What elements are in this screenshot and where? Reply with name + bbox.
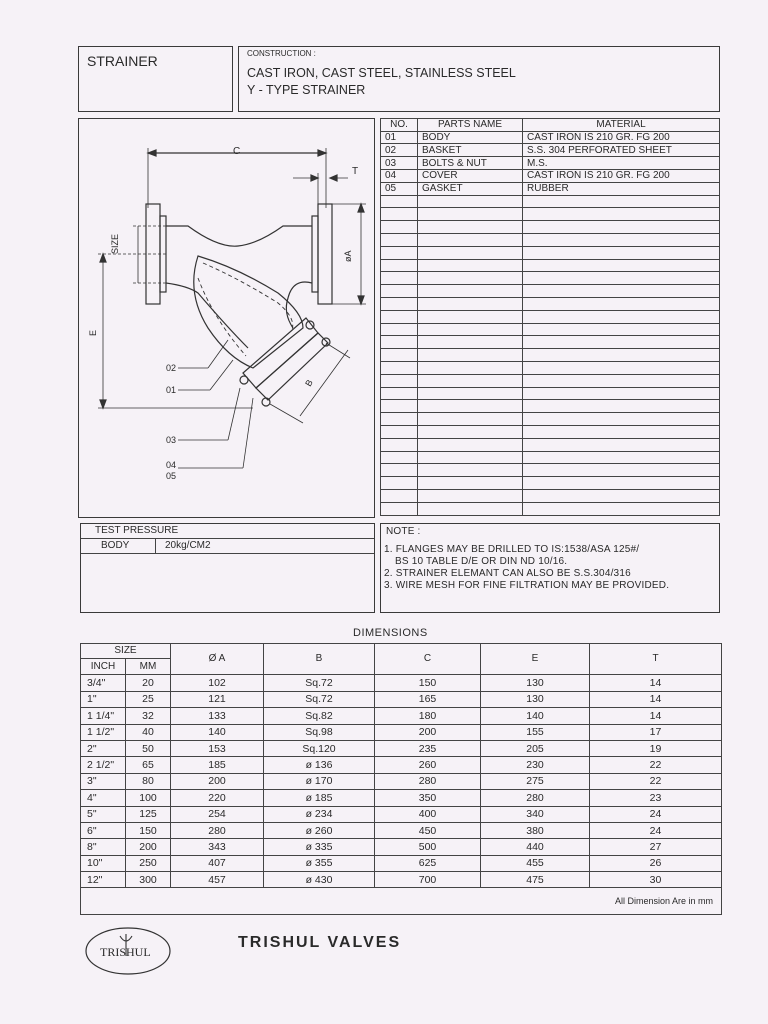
- parts-cell-no: [381, 259, 418, 272]
- parts-cell-no: [381, 221, 418, 234]
- parts-cell-material: [523, 502, 720, 515]
- company-name: TRISHUL VALVES: [238, 934, 402, 951]
- parts-row: [381, 144, 720, 157]
- parts-cell-no: [381, 464, 418, 477]
- parts-row: [381, 208, 720, 221]
- parts-cell-no: [381, 490, 418, 503]
- logo-text: TRISHUL: [100, 945, 151, 959]
- parts-cell-material: [523, 349, 720, 362]
- dims-row: [81, 872, 722, 888]
- dims-cell-c: 260: [375, 757, 481, 773]
- dims-cell-b: ø 136: [264, 757, 375, 773]
- dims-cell-t: 27: [590, 839, 722, 855]
- dims-cell-a: 407: [171, 855, 264, 871]
- parts-cell-no: [381, 246, 418, 259]
- dims-footer-row: [81, 888, 722, 915]
- parts-cell-no: 05: [381, 182, 418, 195]
- test-pressure-title: TEST PRESSURE: [95, 525, 179, 536]
- parts-cell-material: [523, 400, 720, 413]
- parts-row: [381, 438, 720, 451]
- parts-cell-material: [523, 490, 720, 503]
- dims-cell-e: 155: [481, 724, 590, 740]
- dims-cell-e: 440: [481, 839, 590, 855]
- parts-cell-material: [523, 336, 720, 349]
- parts-cell-name: GASKET: [418, 182, 523, 195]
- title-box: [78, 46, 233, 112]
- parts-cell-material: [523, 438, 720, 451]
- parts-cell-name: [418, 195, 523, 208]
- dims-row: [81, 691, 722, 707]
- parts-cell-material: [523, 195, 720, 208]
- parts-cell-name: [418, 323, 523, 336]
- parts-cell-name: COVER: [418, 170, 523, 183]
- dims-cell-b: Sq.98: [264, 724, 375, 740]
- parts-row: [381, 349, 720, 362]
- parts-cell-name: BODY: [418, 131, 523, 144]
- dims-cell-b: ø 234: [264, 806, 375, 822]
- test-pressure-value: 20kg/CM2: [165, 540, 211, 551]
- parts-cell-no: [381, 413, 418, 426]
- parts-cell-no: [381, 362, 418, 375]
- parts-cell-material: [523, 451, 720, 464]
- dims-cell-b: Sq.72: [264, 691, 375, 707]
- parts-row: [381, 157, 720, 170]
- parts-cell-name: [418, 208, 523, 221]
- dims-cell-c: 450: [375, 822, 481, 838]
- dims-cell-t: 14: [590, 691, 722, 707]
- parts-cell-no: [381, 285, 418, 298]
- dims-cell-a: 185: [171, 757, 264, 773]
- callout-04: 04: [166, 460, 177, 470]
- dims-cell-b: ø 185: [264, 790, 375, 806]
- dims-cell-inch: 8": [81, 839, 126, 855]
- construction-line-2: Y - TYPE STRAINER: [247, 83, 366, 97]
- dims-cell-a: 343: [171, 839, 264, 855]
- parts-cell-material: [523, 362, 720, 375]
- parts-cell-no: [381, 374, 418, 387]
- parts-cell-no: [381, 387, 418, 400]
- parts-cell-no: 04: [381, 170, 418, 183]
- parts-col-no: NO.: [381, 119, 418, 132]
- dims-cell-a: 254: [171, 806, 264, 822]
- dims-cell-t: 24: [590, 806, 722, 822]
- dims-cell-e: 475: [481, 872, 590, 888]
- note-box: [380, 523, 720, 613]
- dims-cell-e: 275: [481, 773, 590, 789]
- dims-cell-t: 30: [590, 872, 722, 888]
- dims-cell-c: 165: [375, 691, 481, 707]
- parts-row: [381, 285, 720, 298]
- parts-cell-name: [418, 272, 523, 285]
- dims-cell-mm: 40: [126, 724, 171, 740]
- parts-cell-name: [418, 464, 523, 477]
- dims-col-c: C: [375, 644, 481, 675]
- parts-col-name: PARTS NAME: [418, 119, 523, 132]
- dims-cell-a: 200: [171, 773, 264, 789]
- parts-row: [381, 374, 720, 387]
- parts-row: [381, 272, 720, 285]
- parts-cell-name: [418, 413, 523, 426]
- dims-cell-a: 140: [171, 724, 264, 740]
- parts-cell-material: CAST IRON IS 210 GR. FG 200: [523, 131, 720, 144]
- note-line-4: 3. WIRE MESH FOR FINE FILTRATION MAY BE PROVIDED.: [384, 580, 670, 591]
- parts-cell-no: [381, 208, 418, 221]
- parts-row: [381, 387, 720, 400]
- parts-cell-material: [523, 464, 720, 477]
- note-line-2: BS 10 TABLE D/E OR DIN ND 10/16.: [395, 556, 568, 567]
- parts-cell-name: [418, 234, 523, 247]
- parts-cell-no: 01: [381, 131, 418, 144]
- dims-cell-inch: 4": [81, 790, 126, 806]
- note-line-3: 2. STRAINER ELEMANT CAN ALSO BE S.S.304/316: [384, 568, 631, 579]
- dims-row: [81, 724, 722, 740]
- parts-cell-no: 02: [381, 144, 418, 157]
- construction-box: [238, 46, 720, 112]
- dims-cell-mm: 32: [126, 708, 171, 724]
- test-pressure-label: BODY: [101, 540, 130, 551]
- parts-cell-name: BOLTS & NUT: [418, 157, 523, 170]
- parts-cell-no: [381, 336, 418, 349]
- dimensions-title: DIMENSIONS: [353, 627, 428, 639]
- parts-cell-material: M.S.: [523, 157, 720, 170]
- parts-cell-material: [523, 323, 720, 336]
- dims-cell-inch: 2": [81, 740, 126, 756]
- test-pressure-row: [81, 538, 374, 554]
- dims-header-row-1: [81, 644, 722, 659]
- dims-col-a: Ø A: [171, 644, 264, 675]
- dims-col-inch: INCH: [81, 659, 126, 675]
- parts-col-material: MATERIAL: [523, 119, 720, 132]
- parts-cell-name: [418, 246, 523, 259]
- parts-row: [381, 170, 720, 183]
- dims-cell-b: ø 335: [264, 839, 375, 855]
- parts-cell-name: [418, 400, 523, 413]
- dims-cell-inch: 1 1/4": [81, 708, 126, 724]
- parts-cell-name: [418, 310, 523, 323]
- dims-cell-inch: 3": [81, 773, 126, 789]
- note-title: NOTE :: [386, 526, 421, 537]
- parts-row: [381, 502, 720, 515]
- callout-02: 02: [166, 363, 177, 373]
- parts-cell-name: [418, 438, 523, 451]
- parts-cell-no: [381, 323, 418, 336]
- parts-cell-material: RUBBER: [523, 182, 720, 195]
- company-logo: [84, 926, 172, 976]
- parts-row: [381, 310, 720, 323]
- dims-cell-c: 150: [375, 675, 481, 691]
- construction-label: CONSTRUCTION :: [247, 49, 316, 58]
- test-pressure-header: [81, 524, 374, 539]
- parts-cell-material: [523, 387, 720, 400]
- dimensions-table: [80, 643, 722, 915]
- dims-cell-mm: 150: [126, 822, 171, 838]
- parts-cell-name: [418, 502, 523, 515]
- dims-cell-mm: 100: [126, 790, 171, 806]
- dims-cell-b: Sq.82: [264, 708, 375, 724]
- dims-cell-a: 102: [171, 675, 264, 691]
- dim-label-b: B: [303, 377, 315, 389]
- dims-cell-mm: 20: [126, 675, 171, 691]
- callout-01: 01: [166, 385, 177, 395]
- dims-cell-t: 26: [590, 855, 722, 871]
- dims-cell-e: 130: [481, 675, 590, 691]
- dims-cell-mm: 25: [126, 691, 171, 707]
- dims-cell-t: 23: [590, 790, 722, 806]
- parts-cell-no: [381, 234, 418, 247]
- dims-cell-e: 230: [481, 757, 590, 773]
- dims-cell-inch: 2 1/2": [81, 757, 126, 773]
- parts-cell-material: [523, 246, 720, 259]
- dims-cell-t: 22: [590, 757, 722, 773]
- dims-cell-a: 133: [171, 708, 264, 724]
- parts-row: [381, 464, 720, 477]
- dims-cell-c: 700: [375, 872, 481, 888]
- parts-cell-name: [418, 259, 523, 272]
- dim-label-t: T: [352, 166, 359, 177]
- parts-cell-no: [381, 438, 418, 451]
- parts-row: [381, 426, 720, 439]
- parts-row: [381, 221, 720, 234]
- parts-cell-name: [418, 362, 523, 375]
- parts-table: [380, 118, 720, 516]
- parts-cell-material: CAST IRON IS 210 GR. FG 200: [523, 170, 720, 183]
- parts-cell-no: [381, 272, 418, 285]
- dims-cell-mm: 200: [126, 839, 171, 855]
- parts-header-row: [381, 119, 720, 132]
- parts-cell-material: [523, 221, 720, 234]
- parts-cell-name: [418, 426, 523, 439]
- dims-cell-a: 121: [171, 691, 264, 707]
- parts-cell-name: [418, 349, 523, 362]
- parts-row: [381, 490, 720, 503]
- dims-cell-c: 280: [375, 773, 481, 789]
- dims-cell-b: ø 260: [264, 822, 375, 838]
- dims-cell-inch: 3/4": [81, 675, 126, 691]
- parts-cell-name: [418, 387, 523, 400]
- dims-cell-t: 22: [590, 773, 722, 789]
- parts-cell-no: [381, 349, 418, 362]
- dims-cell-c: 625: [375, 855, 481, 871]
- dims-col-t: T: [590, 644, 722, 675]
- dims-cell-c: 400: [375, 806, 481, 822]
- parts-row: [381, 362, 720, 375]
- parts-cell-no: [381, 298, 418, 311]
- parts-row: [381, 413, 720, 426]
- dims-col-mm: MM: [126, 659, 171, 675]
- dims-cell-b: Sq.72: [264, 675, 375, 691]
- dims-row: [81, 773, 722, 789]
- parts-cell-no: [381, 451, 418, 464]
- parts-cell-no: [381, 310, 418, 323]
- dims-cell-mm: 80: [126, 773, 171, 789]
- dims-cell-c: 350: [375, 790, 481, 806]
- parts-cell-name: [418, 221, 523, 234]
- dims-row: [81, 806, 722, 822]
- dims-cell-t: 14: [590, 708, 722, 724]
- construction-line-1: CAST IRON, CAST STEEL, STAINLESS STEEL: [247, 66, 516, 80]
- dims-cell-mm: 125: [126, 806, 171, 822]
- parts-cell-no: [381, 195, 418, 208]
- dims-cell-inch: 12": [81, 872, 126, 888]
- dims-cell-b: ø 355: [264, 855, 375, 871]
- parts-row: [381, 298, 720, 311]
- parts-cell-material: [523, 477, 720, 490]
- parts-cell-no: [381, 426, 418, 439]
- dims-cell-a: 457: [171, 872, 264, 888]
- dims-cell-mm: 300: [126, 872, 171, 888]
- dims-row: [81, 839, 722, 855]
- parts-cell-no: [381, 502, 418, 515]
- dims-cell-inch: 5": [81, 806, 126, 822]
- dim-label-e: E: [88, 329, 98, 336]
- parts-cell-no: [381, 400, 418, 413]
- parts-cell-name: [418, 336, 523, 349]
- parts-row: [381, 400, 720, 413]
- parts-cell-name: [418, 298, 523, 311]
- parts-cell-name: [418, 374, 523, 387]
- dims-cell-inch: 1": [81, 691, 126, 707]
- note-line-1: 1. FLANGES MAY BE DRILLED TO IS:1538/ASA 125#/: [384, 544, 640, 555]
- parts-row: [381, 323, 720, 336]
- parts-cell-no: [381, 477, 418, 490]
- parts-row: [381, 131, 720, 144]
- dims-row: [81, 740, 722, 756]
- dims-col-size: SIZE: [81, 644, 171, 659]
- parts-cell-material: [523, 374, 720, 387]
- dims-footer: All Dimension Are in mm: [81, 888, 722, 915]
- parts-cell-name: [418, 285, 523, 298]
- parts-cell-material: [523, 298, 720, 311]
- parts-row: [381, 234, 720, 247]
- dims-cell-inch: 6": [81, 822, 126, 838]
- parts-cell-material: [523, 310, 720, 323]
- dims-cell-c: 180: [375, 708, 481, 724]
- dims-row: [81, 790, 722, 806]
- parts-row: [381, 451, 720, 464]
- parts-row: [381, 246, 720, 259]
- parts-cell-name: BASKET: [418, 144, 523, 157]
- callout-03: 03: [166, 435, 177, 445]
- dims-cell-e: 130: [481, 691, 590, 707]
- dims-cell-a: 280: [171, 822, 264, 838]
- parts-cell-material: [523, 285, 720, 298]
- dims-row: [81, 675, 722, 691]
- dims-cell-e: 455: [481, 855, 590, 871]
- parts-cell-material: [523, 426, 720, 439]
- dims-cell-e: 340: [481, 806, 590, 822]
- parts-cell-name: [418, 477, 523, 490]
- dims-cell-b: ø 170: [264, 773, 375, 789]
- dims-cell-mm: 65: [126, 757, 171, 773]
- dim-label-c: C: [233, 146, 241, 157]
- dims-cell-mm: 250: [126, 855, 171, 871]
- parts-row: [381, 259, 720, 272]
- dims-cell-c: 500: [375, 839, 481, 855]
- parts-cell-material: [523, 413, 720, 426]
- dims-cell-e: 380: [481, 822, 590, 838]
- parts-cell-material: [523, 234, 720, 247]
- dims-cell-c: 235: [375, 740, 481, 756]
- dim-label-size: SIZE: [110, 233, 120, 254]
- dims-cell-t: 24: [590, 822, 722, 838]
- dims-cell-e: 205: [481, 740, 590, 756]
- dim-label-a: øA: [343, 250, 353, 262]
- dims-cell-a: 153: [171, 740, 264, 756]
- parts-row: [381, 477, 720, 490]
- parts-cell-name: [418, 490, 523, 503]
- dims-cell-c: 200: [375, 724, 481, 740]
- dims-row: [81, 757, 722, 773]
- dims-cell-b: Sq.120: [264, 740, 375, 756]
- dims-col-b: B: [264, 644, 375, 675]
- parts-cell-material: S.S. 304 PERFORATED SHEET: [523, 144, 720, 157]
- dims-row: [81, 708, 722, 724]
- dims-cell-t: 14: [590, 675, 722, 691]
- parts-cell-name: [418, 451, 523, 464]
- dims-cell-inch: 1 1/2": [81, 724, 126, 740]
- document-title: STRAINER: [87, 53, 158, 69]
- strainer-drawing: [78, 118, 375, 518]
- dims-cell-t: 19: [590, 740, 722, 756]
- dims-cell-b: ø 430: [264, 872, 375, 888]
- dims-cell-inch: 10": [81, 855, 126, 871]
- callout-05: 05: [166, 471, 177, 481]
- test-pressure-box: [80, 523, 375, 613]
- parts-cell-no: 03: [381, 157, 418, 170]
- dims-cell-t: 17: [590, 724, 722, 740]
- dims-cell-e: 280: [481, 790, 590, 806]
- parts-row: [381, 336, 720, 349]
- parts-cell-material: [523, 259, 720, 272]
- parts-cell-material: [523, 272, 720, 285]
- dims-row: [81, 822, 722, 838]
- dims-row: [81, 855, 722, 871]
- parts-cell-material: [523, 208, 720, 221]
- dims-cell-mm: 50: [126, 740, 171, 756]
- parts-row: [381, 182, 720, 195]
- dims-cell-e: 140: [481, 708, 590, 724]
- parts-row: [381, 195, 720, 208]
- dims-col-e: E: [481, 644, 590, 675]
- dims-cell-a: 220: [171, 790, 264, 806]
